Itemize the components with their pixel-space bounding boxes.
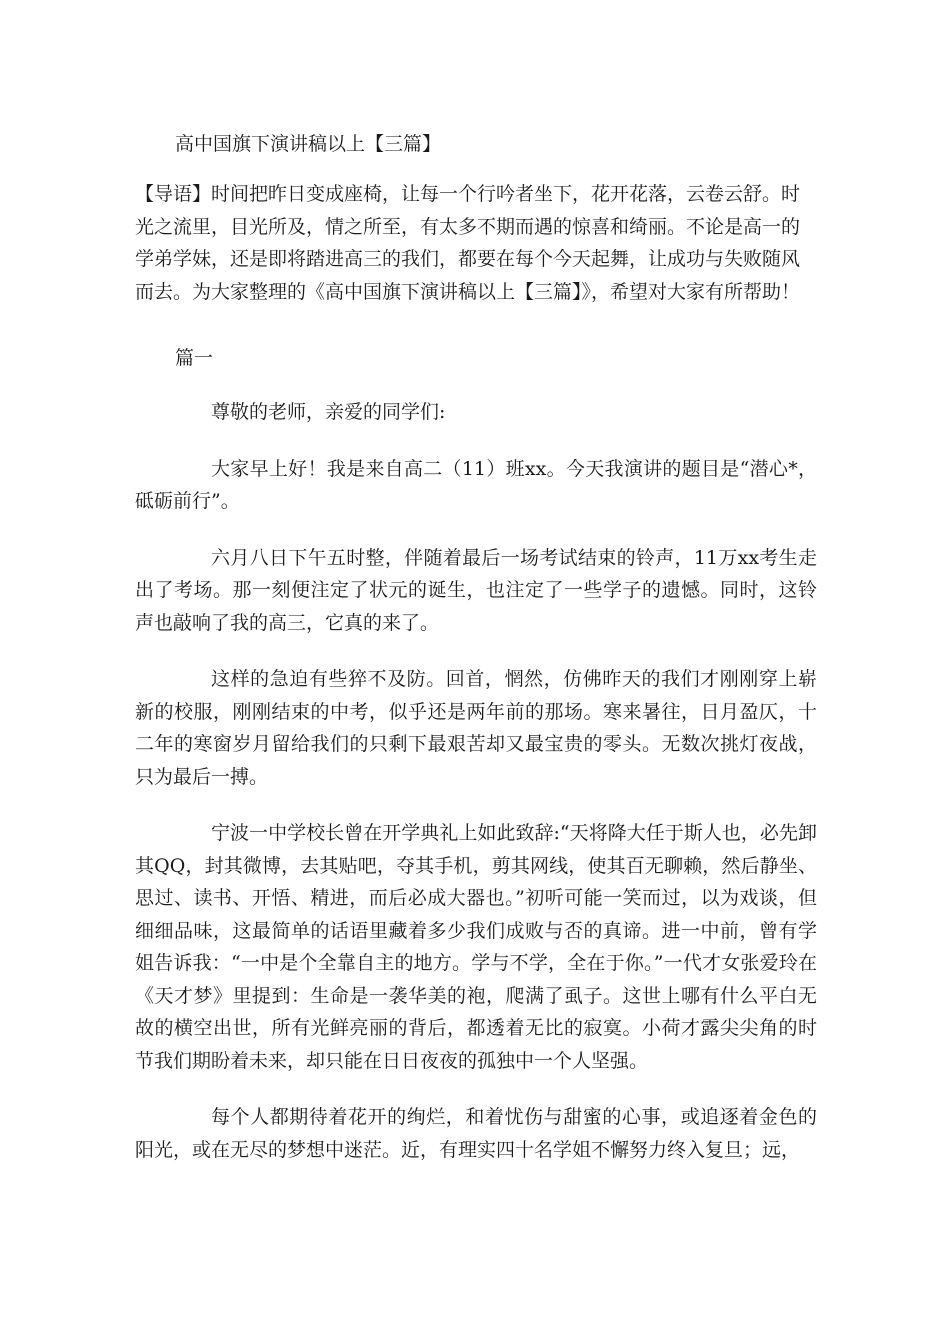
body-paragraph: 这样的急迫有些猝不及防。回首，惘然，仿佛昨天的我们才刚刚穿上崭新的校服，刚刚结束的中考，似乎还是两年前的那场。寒来暑往，日月盈仄，十二年的寒窗岁月留给我们的只剩下最艰苦却又最宝贵的零头。无数次挑灯夜战，只为最后一搏。 bbox=[135, 668, 817, 788]
document-title: 高中国旗下演讲稿以上【三篇】 bbox=[175, 133, 442, 155]
section-heading: 篇一 bbox=[175, 347, 214, 369]
body-paragraph: 大家早上好！我是来自高二（11）班xx。今天我演讲的题目是“潜心*，砥砺前行”。 bbox=[135, 457, 817, 512]
body-paragraph: 六月八日下午五时整，伴随着最后一场考试结束的铃声，11万xx考生走出了考场。那一刻便注定了状元的诞生，也注定了一些学子的遗憾。同时，这铃声也敲响了我的高三，它真的来了。 bbox=[135, 546, 817, 634]
salutation-paragraph: 尊敬的老师，亲爱的同学们: bbox=[211, 401, 446, 423]
document-page bbox=[135, 128, 817, 1166]
lead-paragraph bbox=[135, 178, 817, 308]
body-paragraph: 每个人都期待着花开的绚烂，和着忧伤与甜蜜的心事，或追逐着金色的阳光，或在无尽的梦想中迷茫。近，有理实四十名学姐不懈努力终入复旦；远， bbox=[135, 1106, 817, 1161]
body-paragraph: 宁波一中学校长曾在开学典礼上如此致辞:“天将降大任于斯人也，必先卸其QQ，封其微博，去其贴吧，夺其手机，剪其网线，使其百无聊赖，然后静坐、思过、读书、开悟、精进，而后必成大器也。”初听可能一笑而过，以为戏谈，但细细品味，这最简单的话语里藏着多少我们成败与否的真谛。进一中前，曾有学姐告诉我：“一中是个全靠自主的地方。学与不学，全在于你。”一代才女张爱玲在《天才梦》里提到：生命是一袭华美的袍，爬满了虱子。这世上哪有什么平白无故的横空出世，所有光鲜亮丽的背后，都透着无比的寂寞。小荷才露尖尖角的时节我们期盼着未来，却只能在日日夜夜的孤独中一个人坚强。 bbox=[135, 822, 817, 1072]
lead-text: 【导语】时间把昨日变成座椅，让每一个行吟者坐下，花开花落，云卷云舒。时光之流里，目光所及，情之所至，有太多不期而遇的惊喜和绮丽。不论是高一的学弟学妹，还是即将踏进高三的我们，都要在每个今天起舞，让成功与失败随风而去。为大家整理的《高中国旗下演讲稿以上【三篇】》，希望对大家有所帮助！ bbox=[135, 183, 801, 303]
